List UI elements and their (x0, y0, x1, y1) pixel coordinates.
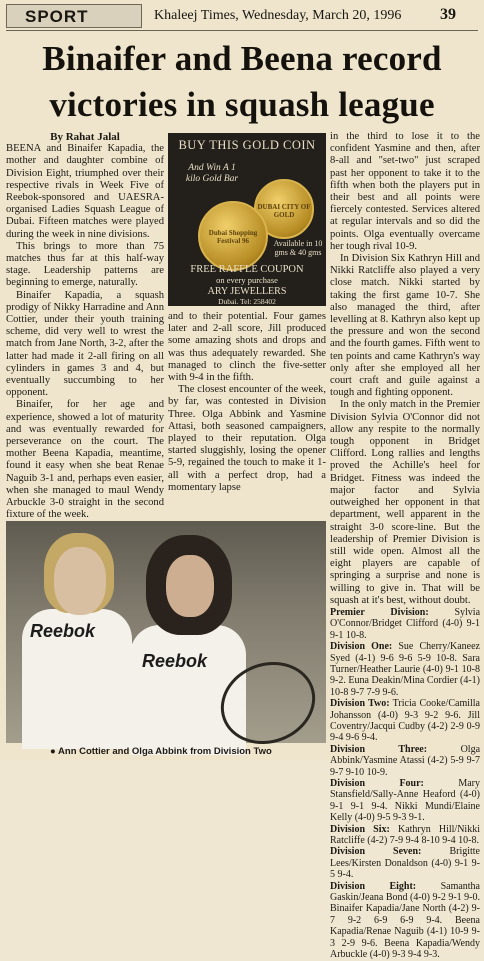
headline-line-2: victories in squash league (49, 85, 435, 124)
result-entry (330, 607, 480, 641)
ad-raffle-title: FREE RAFFLE COUPON (190, 264, 304, 275)
coin-text: DUBAI CITY OF GOLD (257, 203, 311, 220)
result-entry (330, 824, 480, 847)
paragraph: Binaifer Kapadia, a squash prodigy of Nikky Harradine and Ann Cottier, under their youth training scheme, did very well to wrest the match from Jane North, 3-2, after the latter had made it 2-all firing on all cylinders in games 3 and 4, but eventually succumbing to her opponent. (6, 289, 164, 399)
result-division: Division Four: (330, 778, 424, 790)
paragraph: In Division Six Kathryn Hill and Nikki Ratcliffe also played a very close match. Nikki started by taking the first game 10-7. She also managed the third, after levelling at 8. Kathryn also kept up the pressure and won the second and the fourth games. Fifth went to ten points and came Kathryn's way only after she employed all her court craft and guile against a tough and fighting opponent. (330, 253, 480, 399)
paragraph: In the only match in the Premier Division Sylvia O'Connor did not allow any respite to the normally tough opponent in Bridget Clifford. Long rallies and lengths proved the Achille's heel for Bridget. Fitness was indeed the major factor and Sylvia outweighed her opponent in that department, well apparent in the straight 3-0 score-line. But the leadership of Premier Division is still wide open. Almost all the eight players are capable of springing a surprise and none is willing to give in. That will be squash at it's best, without doubt. (330, 399, 480, 606)
paragraph: in the third to lose it to the confident Yasmine and then, after 8-all and "set-two" just scraped past her opponent to take it to the fifth when both the players put in their best and all points were fiercely contested. Services altered at regular intervals and so did the points. Olga eventually overcame her tough rival 10-9. (330, 131, 480, 252)
result-entry (330, 698, 480, 744)
article-column-1 (6, 131, 164, 521)
ad-contact: Dubai. Tel: 258402 (218, 296, 276, 306)
result-division: Division Three: (330, 743, 428, 755)
result-division: Premier Division: (330, 606, 429, 618)
paragraph: BEENA and Binaifer Kapadia, the mother and daughter combine of Division Eight, triumphed over their respective rivals in Week Five of Reebok-sponsored and UAESRA-organised Ladies Squash League of Dubai. Fifteen matches were played during the week in nine divisions. (6, 143, 164, 240)
section-label-box (6, 4, 142, 28)
gold-coin-advertisement (168, 133, 326, 306)
result-division: Division Eight: (330, 880, 417, 892)
result-entry (330, 846, 480, 880)
byline: By Rahat Jalal (50, 131, 120, 143)
paragraph: Binaifer, for her age and experience, showed a lot of maturity and was eventually rewarded for perseverance on the court. The mother Beena Kapadia, meantime, found it easy when she beat Renae Naguib 3-1 and, perhaps even easier, when she managed to maul Wendy Arbuckle 3-0 straight in the second fixture of the week. (6, 399, 164, 521)
result-division: Division Seven: (330, 846, 422, 858)
players-photo (6, 521, 326, 743)
result-division: Division One: (330, 641, 393, 653)
header-rule (6, 30, 478, 31)
photo-caption: ● Ann Cottier and Olga Abbink from Division Two (50, 746, 272, 757)
article-column-2 (168, 311, 326, 493)
player-2-face (166, 555, 214, 617)
result-text: Brigitte Lees/Kirsten Donaldson (4-0) 9-1 9-5 9-4. (330, 846, 480, 881)
result-text: Olga Abbink/Yasmine Atassi (4-2) 5-9 9-7 9-7 9-10 10-9. (330, 743, 481, 778)
paragraph: The closest encounter of the week, by far, was contested in Division Three. Olga Abbink and Yasmine Attasi, both seasoned campaigners, played to their reputation. Olga started sluggishly, losing the opener 5-9, regained the touch to make it 1-all with a perfect drop, had a momentary lapse (168, 384, 326, 493)
section-label: SPORT (25, 7, 89, 26)
masthead: Khaleej Times, Wednesday, March 20, 1996 (154, 8, 402, 23)
player-1-face (54, 547, 106, 615)
ad-jeweller-name: ARY JEWELLERS (207, 286, 287, 297)
ad-raffle-sub: on every purchase (216, 275, 278, 285)
ad-jeweller (168, 287, 326, 306)
reebok-logo: Reebok (142, 651, 208, 671)
result-entry (330, 641, 480, 698)
results-list (330, 607, 480, 961)
page-number: 39 (440, 6, 456, 23)
result-division: Division Two: (330, 698, 390, 710)
headline-line-1: Binaifer and Beena record (42, 39, 442, 78)
headline (4, 36, 480, 128)
ad-raffle (168, 264, 326, 286)
result-entry (330, 881, 480, 961)
gold-coin-icon (198, 201, 268, 271)
result-entry (330, 778, 480, 824)
result-text: Tricia Cooke/Camilla Johansson (4-0) 9-3 9-2 9-6. Jill Coventry/Jacqui Cudby (4-2) 2-9 0-9 9-4 9-6 9-4. (330, 698, 480, 744)
ad-availability: Available in 10 gms & 40 gms (273, 239, 323, 257)
coin-text: Dubai Shopping Festival 96 (208, 229, 258, 246)
reebok-logo: Reebok (30, 621, 96, 641)
result-text: Samantha Gaskin/Jeana Bond (4-0) 9-2 9-1 9-0. Binaifer Kapadia/Jane North (4-2) 9-7 9-2 6-9 6-9 9-4. Beena Kapadia/Renae Naguib (4-1) 10-9 9-3 2-9 9-6. Beena Kapadia/Wendy Arbuckle (4-0) 9-3 9-4 9-3. (330, 880, 480, 961)
ad-title: BUY THIS GOLD COIN (178, 138, 316, 152)
page-header (0, 0, 484, 32)
ad-win-text: And Win A 1 kilo Gold Bar (185, 163, 239, 184)
result-text: Sylvia O'Connor/Bridget Clifford (4-0) 9-1 9-1 10-8. (330, 606, 481, 641)
paragraph: This brings to more than 75 matches thus far at this half-way stage. Leadership patterns are beginning to emerge, naturally. (6, 240, 164, 289)
result-text: Kathryn Hill/Nikki Ratcliffe (4-2) 7-9 9-4 8-10 9-4 10-8. (330, 823, 480, 847)
result-division: Division Six: (330, 823, 390, 835)
result-entry (330, 744, 480, 778)
article-column-3 (330, 131, 481, 961)
result-text: Sue Cherry/Kaneez Syed (4-1) 9-6 9-6 5-9 10-8. Sara Turner/Heather Laurie (4-0) 9-1 10-8 9-2. Euna Deakin/Mina Cordier (4-1) 10-8 9-7 7-9 9-6. (330, 641, 480, 698)
result-text: Mary Stansfield/Sally-Anne Heaford (4-0) 9-1 9-1 9-4. Nikki Mundi/Elaine Kelly (4-0) 9-5 9-3 9-1. (330, 778, 480, 824)
paragraph: and to their potential. Four games later and 2-all score, Jill produced some amazing shots and drops and was thus adequately rewarded. She managed to clinch the five-setter with 9-4 in the fifth. (168, 311, 326, 384)
